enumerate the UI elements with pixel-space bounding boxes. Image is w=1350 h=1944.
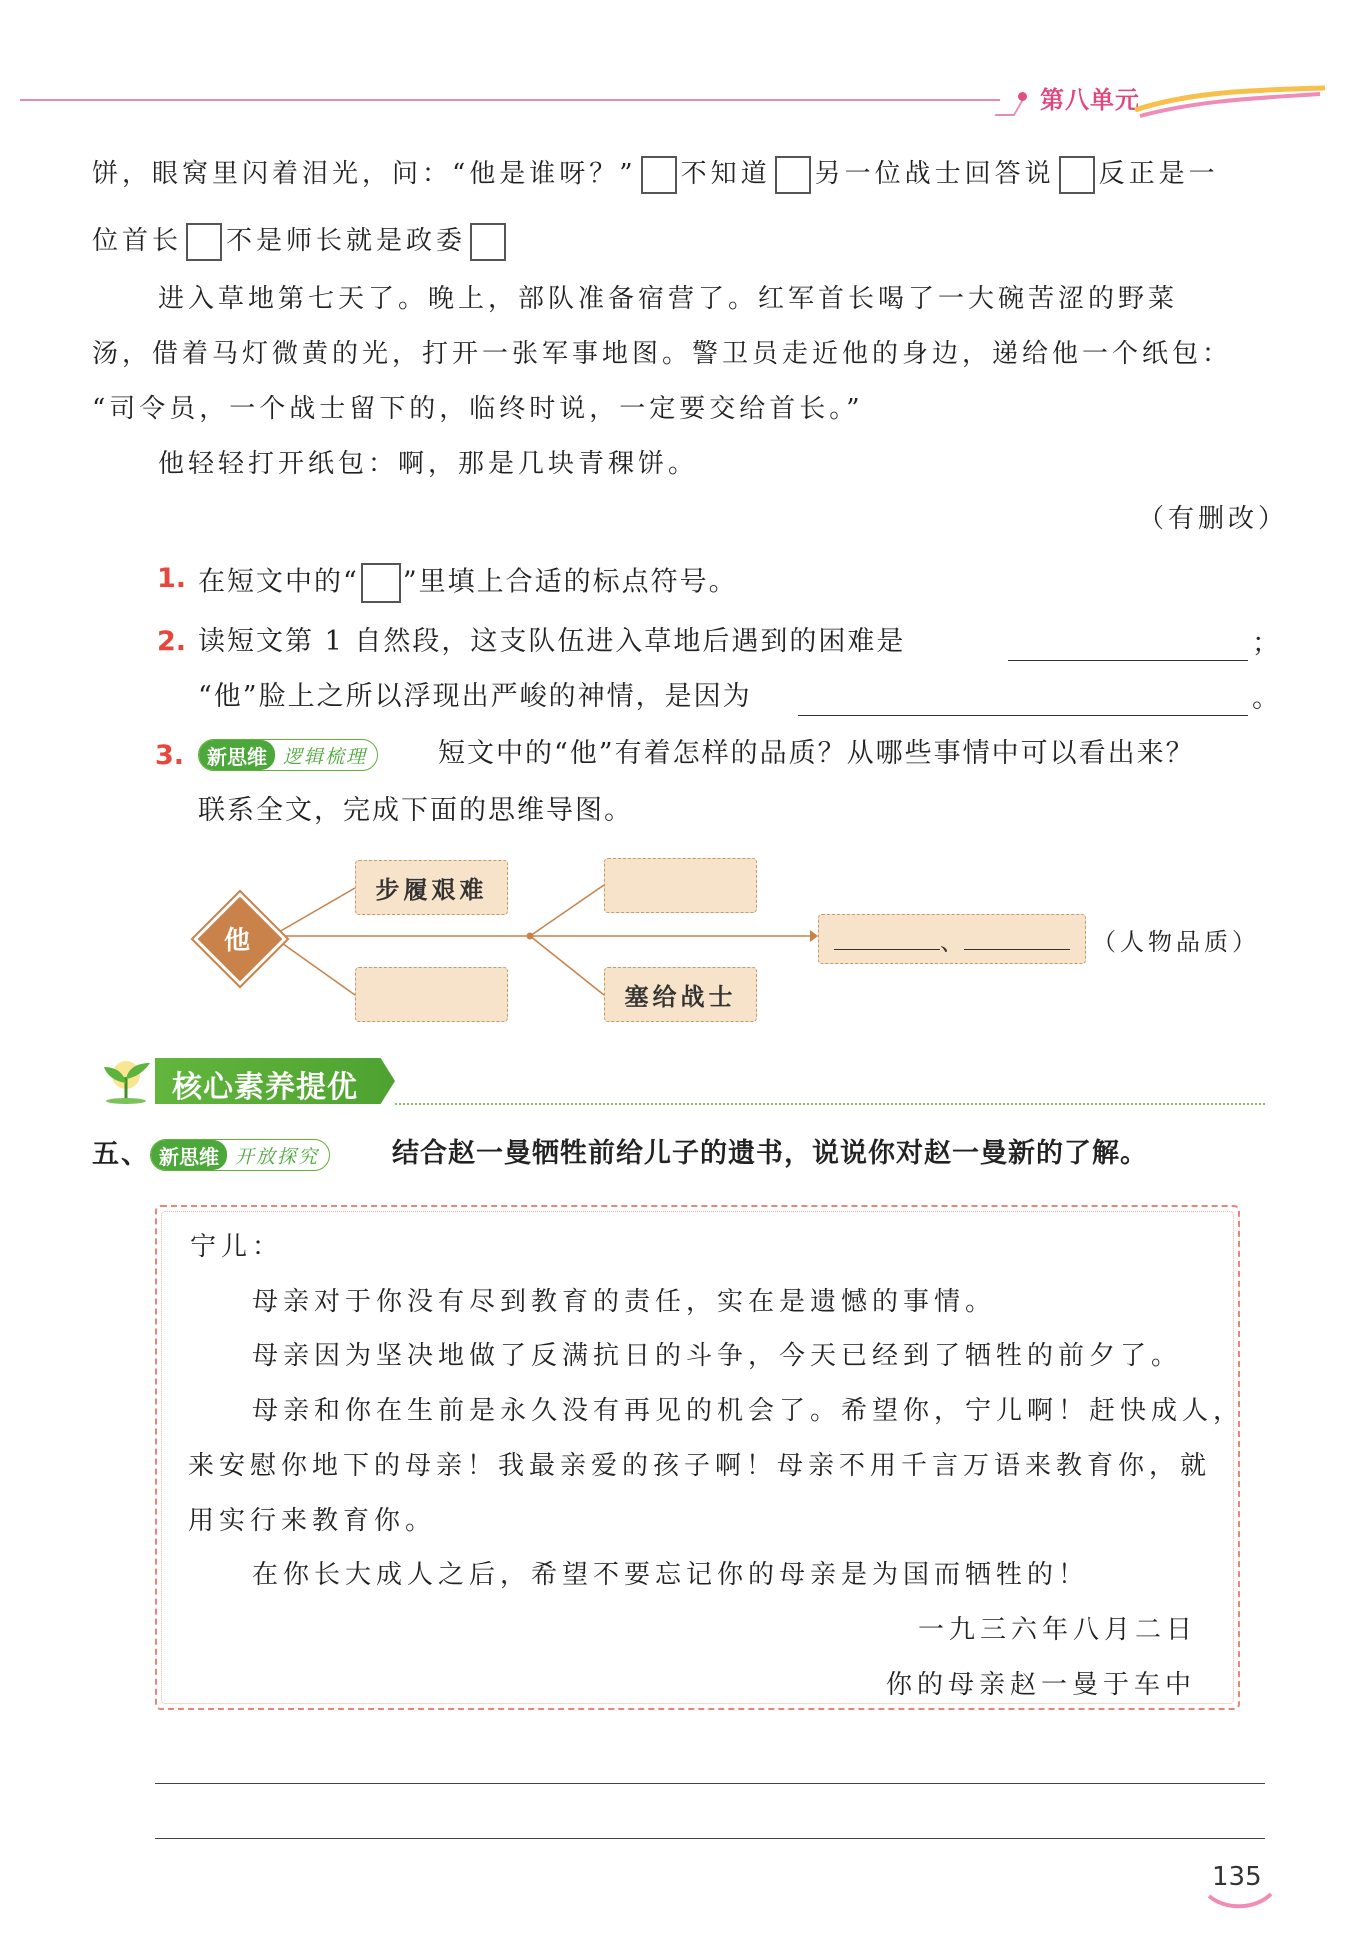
punctuation-box[interactable] [186,223,222,261]
question-1-text [198,563,738,603]
question-1-number: 1. [157,563,187,594]
passage-text: 不知道 [680,159,771,189]
answer-line-1[interactable] [155,1783,1265,1784]
passage-paragraph-2-line-1: 进入草地第七天了。晚上，部队准备宿营了。红军首长喝了一大碗苦涩的野菜 [158,284,1179,314]
new-thinking-tag [150,1139,330,1171]
question-5-number: 五、 [92,1139,150,1170]
question-3-text-a: 短文中的“他”有着怎样的品质？从哪些事情中可以看出来？ [438,738,1195,769]
mindmap-result-box [818,914,1086,964]
question-2-text-a: 读短文第 1 自然段，这支队伍进入草地后遇到的困难是 [198,626,906,657]
punctuation-box[interactable] [470,223,506,261]
letter-salutation: 宁儿： [190,1232,284,1262]
mindmap-box-empty-left[interactable] [355,967,508,1022]
passage-paragraph-2-line-2: 汤，借着马灯微黄的光，打开一张军事地图。警卫员走近他的身边，递给他一个纸包： [92,339,1233,369]
header-swoosh-decoration [1130,82,1330,122]
passage-paragraph-2-line-3: “司令员，一个战士留下的，临终时说，一定要交给首长。” [92,394,864,424]
mindmap-quality-label: （人物品质） [1092,928,1260,956]
letter-date: 一九三六年八月二日 [918,1615,1198,1645]
mindmap-box-give-soldier: 塞给战士 [604,967,757,1022]
mindmap-box-hardship: 步履艰难 [355,860,508,915]
page-number: 135 [1212,1862,1262,1892]
passage-text: 另一位战士回答说 [814,159,1055,189]
tag-label: 新思维 [199,740,275,770]
question-2-answer-blank-1[interactable] [1008,660,1248,661]
punctuation-box-sample [361,563,401,603]
punctuation-box[interactable] [775,156,811,194]
question-3-text-b: 联系全文，完成下面的思维导图。 [198,795,633,826]
new-thinking-tag [198,739,378,771]
letter-paragraph-3-line-1: 母亲和你在生前是永久没有再见的机会了。希望你，宁儿啊！赶快成人， [252,1396,1245,1426]
quality-separator: 、 [940,927,964,956]
question-3-number: 3. [155,740,185,771]
tag-sublabel: 逻辑梳理 [283,745,368,768]
mindmap-box-empty-right[interactable] [604,858,757,913]
mindmap-center-label: 他 [224,926,251,956]
letter-signature: 你的母亲赵一曼于车中 [886,1670,1197,1700]
question-text: ”里填上合适的标点符号。 [402,566,738,598]
question-text: 在短文中的“ [198,566,359,598]
page-number-swoosh [1205,1890,1275,1912]
punctuation-box[interactable] [641,156,677,194]
question-5-text: 结合赵一曼牺牲前给儿子的遗书，说说你对赵一曼新的了解。 [392,1138,1148,1169]
question-2-answer-blank-2[interactable] [798,715,1248,716]
letter-paragraph-3-line-2: 来安慰你地下的母亲！我最亲爱的孩子啊！母亲不用千言万语来教育你，就 [188,1451,1212,1481]
question-2-text-b: “他”脸上之所以浮现出严峻的神情，是因为 [198,681,752,712]
passage-paragraph-3: 他轻轻打开纸包：啊，那是几块青稞饼。 [158,449,699,479]
passage-text: 位首长 [92,226,183,256]
unit-title: 第八单元 [1040,86,1140,114]
question-2-semicolon: ； [1252,628,1281,659]
tag-label: 新思维 [151,1140,227,1170]
letter-paragraph-2: 母亲因为坚决地做了反满抗日的斗争，今天已经到了牺牲的前夕了。 [252,1341,1183,1371]
passage-line-1 [92,156,1219,194]
tag-sublabel: 开放探究 [235,1145,320,1168]
question-2-number: 2. [157,626,187,657]
header-tick-decoration [994,100,1023,116]
section-title: 核心素养提优 [172,1070,358,1105]
answer-line-2[interactable] [155,1838,1265,1839]
punctuation-box[interactable] [1059,156,1095,194]
letter-paragraph-4: 在你长大成人之后，希望不要忘记你的母亲是为国而牺牲的！ [252,1560,1090,1590]
section-divider [395,1103,1265,1105]
letter-paragraph-1: 母亲对于你没有尽到教育的责任，实在是遗憾的事情。 [252,1287,997,1317]
passage-text: 反正是一 [1098,159,1219,189]
quality-blank-2[interactable] [964,929,1070,950]
question-2-period: 。 [1252,683,1281,714]
quality-blank-1[interactable] [834,929,940,950]
passage-text: 不是师长就是政委 [226,226,467,256]
letter-paragraph-3-line-3: 用实行来教育你。 [188,1506,437,1536]
sprout-icon [98,1055,158,1105]
passage-text: 饼，眼窝里闪着泪光，问：“他是谁呀？” [92,159,637,189]
header-rule [20,99,1000,101]
header-dot-decoration [1018,92,1027,101]
passage-line-2 [92,223,510,261]
passage-source-note: （有删改） [1138,504,1289,534]
